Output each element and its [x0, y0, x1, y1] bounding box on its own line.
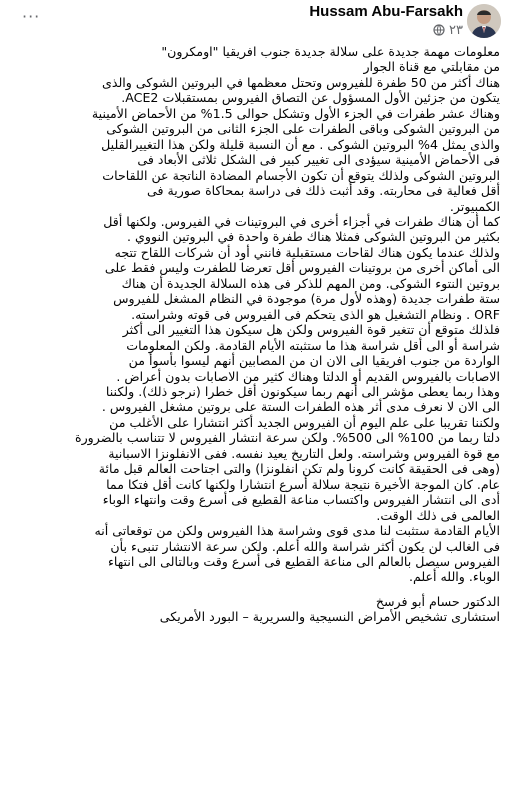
signature-title: استشارى تشخيص الأمراض النسيجية والسريرية – البورد الأمريكى — [159, 609, 500, 625]
post-header — [0, 0, 507, 46]
spacer — [4, 585, 500, 594]
author-name[interactable]: Hussam Abu-Farsakh — [309, 3, 463, 20]
post-line: الفيروس سيصل بالعالم الى مناعة القطيع فى أسرع وقت وبالتالى الى انتهاء — [107, 553, 500, 569]
post-line: عام. كان الموجة الأخيرة نتيجة سلالة أسرع انتشارا ولكنها كانت أقل فتكا مما — [106, 476, 500, 492]
post-line: من مقابلتي مع قناة الجوار — [363, 59, 500, 75]
post-line: البروتين الشوكى ولذلك يتوقع أن تكون الأجسام المضادة الناتجة عن اللقاحات — [102, 167, 500, 183]
post-line: الأيام القادمة ستثبت لنا مدى قوى وشراسة هذا الفيروس ولكن من توقعاتى أنه — [94, 523, 500, 539]
post-line: أقل فعالية فى محاربته. وقد أثبت ذلك فى دراسة بمحاكاة صورية فى — [147, 183, 500, 199]
post-line: ستة طفرات جديدة (وهذه لأول مرة) موجودة في النظام المشغل للفيروس — [113, 291, 500, 307]
post-line: دلتا ربما من 100% الى 500%. ولكن سرعة انتشار الفيروس لا تتناسب بالضرورة — [75, 430, 500, 446]
post-line: ORF . ونظام التشغيل هو الذى يتحكم فى الفيروس فى قوته وشراسته. — [131, 306, 500, 322]
post-line: وهناك عشر طفرات في الجزء الأول وتشكل حوالى 1.5% من الأحماض الأمينية — [91, 105, 500, 121]
globe-icon — [433, 24, 445, 36]
post-line: الوباء. والله أعلم. — [408, 569, 500, 585]
post-line: فى الغالب لن يكون أكثر شراسة والله أعلم. ولكن سرعة الانتشار تنبىء بأن — [110, 538, 500, 554]
post-line: من البروتين الشوكى وباقى الطفرات على الجزء الثانى من البروتين الشوكى — [106, 121, 500, 137]
post-line: كما أن هناك طفرات في أجزاء أخرى في البروتينات في الفيروس. ولكنها أقل — [103, 213, 500, 229]
post-line: والذى يمثل 4% البروتين الشوكى . مع أن النسبة قليلة ولكن هذا التغييرالقليل — [101, 136, 500, 152]
post-line: الاصابات بالفيروس القديم أو الدلتا وهناك كثير من الاصابات بدون أعراض . — [116, 368, 500, 384]
avatar[interactable] — [467, 4, 501, 38]
more-options-button[interactable]: ··· — [22, 7, 41, 26]
post-line: فلذلك متوقع أن تتغير قوة الفيروس ولكن هل سيكون هذا التغيير الى أكثر — [122, 322, 500, 338]
post-line: فى الأحماض الأمينية سيؤدى الى تغيير كبير فى الشكل ثلاثى الأبعاد فى — [137, 152, 500, 168]
signature-name: الدكتور حسام أبو فرسخ — [375, 593, 500, 609]
post-line: العالمى فى ذلك الوقت. — [376, 507, 500, 523]
post-line: (وهى فى الحقيقة كانت كرونا ولم تكن انفلونزا) والتى اجتاحت العالم قبل مائة — [98, 461, 500, 477]
post-line: ولكننا تقريبا على علم اليوم أن الفيروس الجديد أكثر انتشارا على الأغلب من — [109, 414, 500, 430]
post-line: الى أماكن أخرى من بروتينات الفيروس أقل تعرضا للطفرت وليس فقط على — [104, 260, 500, 276]
post-line: الكمبيوتر. — [449, 198, 500, 214]
post-line: ولذلك عندما يكون هناك لقاحات مستقبلية فانني أود أن شركات اللقاح تتجه — [114, 244, 500, 260]
post-line: مع قوة الفيروس وشراسته. ولعل التاريخ يعيد نفسه. ففى الانفلونزا الاسبانية — [108, 445, 500, 461]
post-timestamp[interactable]: ٢٣ — [449, 22, 463, 37]
post-line: الى الان لا نعرف مدى أثر هذه الطفرات الستة على بروتين مشغل الفيروس . — [101, 399, 500, 415]
post-line: بكثير من البروتين الشوكى فمثلا هناك طفرة واحدة في البروتين النووي . — [127, 229, 500, 245]
post-line: معلومات مهمة جديدة على سلالة جديدة جنوب افريقيا "اومكرون" — [161, 44, 500, 59]
post-line: بروتين النتوء الشوكى. ومن المهم للذكر فى هذه السلالة الجديدة أن هناك — [121, 275, 500, 291]
post-line: شراسة أو الى أقل شراسة هذا ما ستثبته الأيام القادمة. ولكن المعلومات — [126, 337, 500, 353]
post-line: الواردة من جنوب افريقيا الى الان ان من المصابين أنهم ليسوا بأسوأ من — [128, 353, 500, 369]
post-line: يتكون من جزئين الأول المسؤول عن التصاق الفيروس بمستقبلات ACE2. — [121, 90, 500, 106]
post-line: وهذا ربما يعطى مؤشر الى أنهم ربما سيكونون أقل خطرا (نرجو ذلك). ولكننا — [105, 383, 500, 399]
post-line: هناك أكثر من 50 طفرة للفيروس وتحتل معظمها في البروتين الشوكى والذى — [102, 74, 500, 90]
post-line: أدى الى انتشار الفيروس واكتساب مناعة القطيع فى أسرع وقت وانتهاء الوباء — [102, 492, 500, 508]
post-body — [4, 44, 500, 625]
post-meta — [433, 22, 463, 38]
